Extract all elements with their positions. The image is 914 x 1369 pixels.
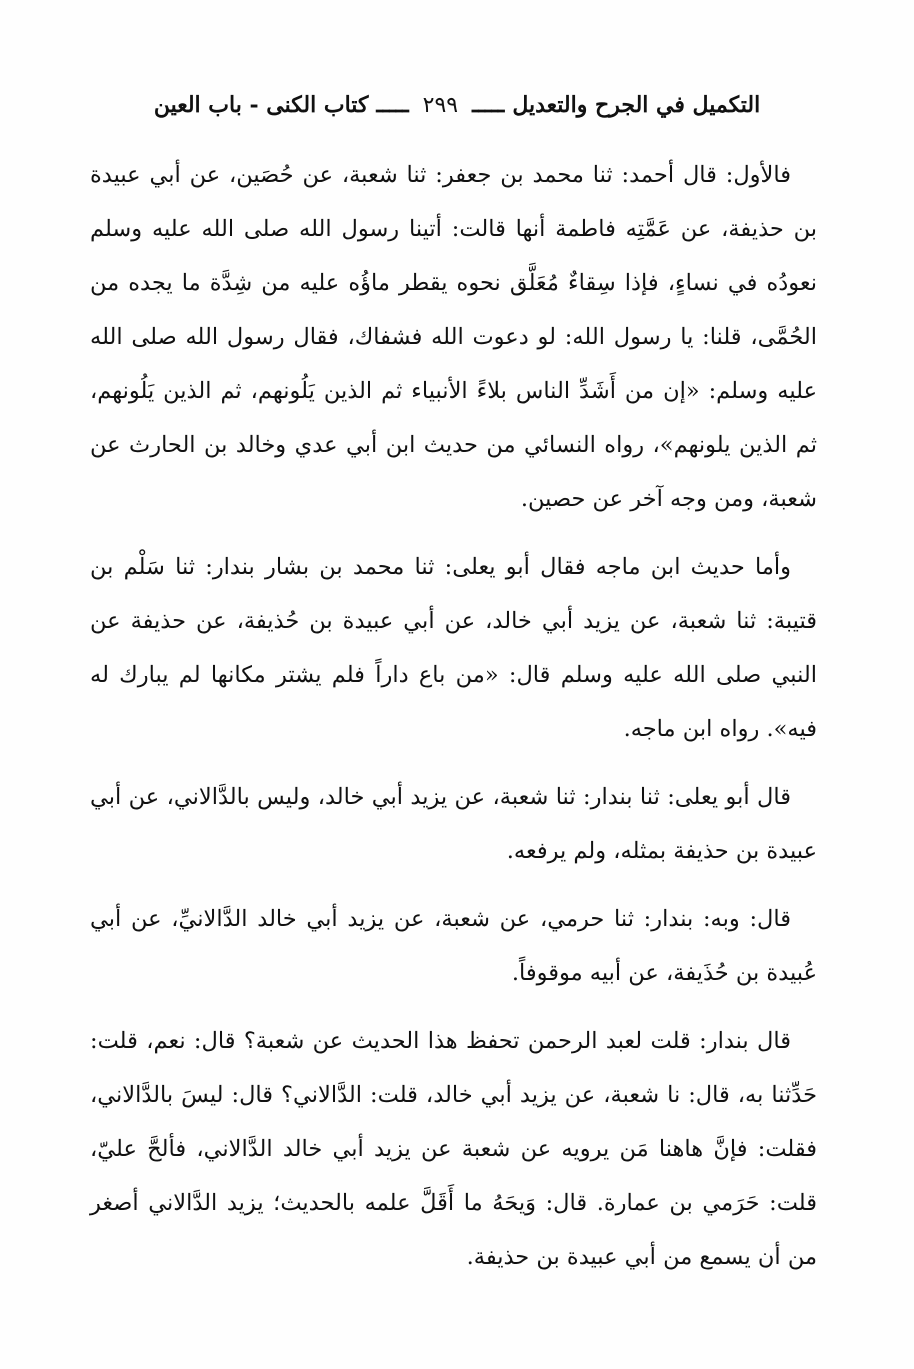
paragraph-first-hadith: فالأول: قال أحمد: ثنا محمد بن جعفر: ثنا شعبة، عن حُصَين، عن أبي عبيدة بن حذيفة، عن عَمَّتِه فاطمة أنها قالت: أتينا رسول الله صلى الله عليه وسلم نعودُه في نساءٍ، فإذا سِقاءٌ مُعَلَّق نحوه يقطر ماؤُه عليه من شِدَّة ما يجده من الحُمَّى، قلنا: يا رسول الله: لو دعوت الله فشفاك، فقال رسول الله صلى الله عليه وسلم: «إن من أَشَدِّ الناس بلاءً الأنبياء ثم الذين يَلُونهم، ثم الذين يَلُونهم، ثم الذين يلونهم»، رواه النسائي من حديث ابن أبي عدي وخالد بن الحارث عن شعبة، ومن وجه آخر عن حصين. bbox=[90, 162, 817, 512]
paragraph-mawquf-narration: قال: وبه: بندار: ثنا حرمي، عن شعبة، عن يزيد أبي خالد الدَّالانيِّ، عن أبي عُبيدة بن حُذَيفة، عن أبيه موقوفاً. bbox=[90, 906, 817, 986]
header-dash-left: ـــــ bbox=[472, 92, 505, 118]
paragraph-bundar-discussion: قال بندار: قلت لعبد الرحمن تحفظ هذا الحديث عن شعبة؟ قال: نعم، قلت: حَدِّثنا به، قال: نا شعبة، عن يزيد أبي خالد، قلت: الدَّالاني؟ قال: ليسَ بالدَّالاني، فقلت: فإنَّ هاهنا مَن يرويه عن شعبة عن يزيد أبي خالد الدَّالاني، فألحَّ عليّ، قلت: حَرَمي بن عمارة. قال: وَيحَهُ ما أَقَلَّ علمه بالحديث؛ يزيد الدَّالاني أصغر من أن يسمع من أبي عبيدة بن حذيفة. bbox=[90, 1028, 817, 1270]
main-text bbox=[90, 148, 817, 1298]
running-header bbox=[92, 88, 822, 122]
page-number: ٢٩٩ bbox=[422, 92, 459, 118]
paragraph-ibn-majah-hadith: وأما حديث ابن ماجه فقال أبو يعلى: ثنا محمد بن بشار بندار: ثنا سَلْم بن قتيبة: ثنا شعبة، عن يزيد أبي خالد، عن أبي عبيدة بن حُذيفة، عن حذيفة عن النبي صلى الله عليه وسلم قال: «من باع داراً فلم يشتر مكانها لم يبارك له فيه». رواه ابن ماجه. bbox=[90, 554, 817, 742]
section-title: كتاب الكنى - باب العين bbox=[153, 92, 369, 118]
header-dash-right: ـــــ bbox=[376, 92, 409, 118]
paragraph-abu-yala-narration: قال أبو يعلى: ثنا بندار: ثنا شعبة، عن يزيد أبي خالد، وليس بالدَّالاني، عن أبي عبيدة بن حذيفة بمثله، ولم يرفعه. bbox=[90, 784, 817, 864]
book-title: التكميل في الجرح والتعديل bbox=[512, 92, 761, 118]
